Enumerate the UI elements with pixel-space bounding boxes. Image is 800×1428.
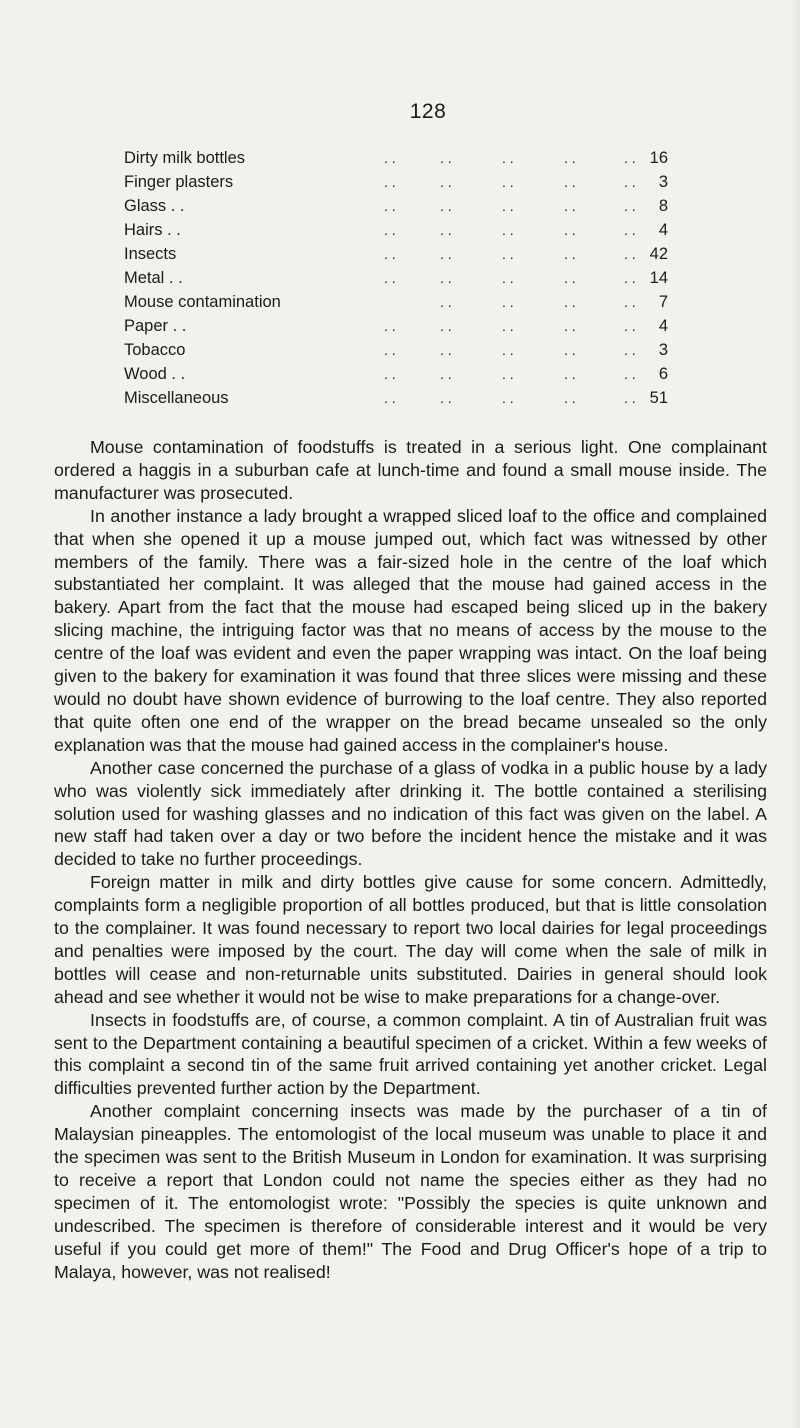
dot-leader-segment: . . — [440, 222, 452, 238]
paragraph: Mouse contamination of foodstuffs is treated in a serious light. One complainant ordered a haggis in a suburban cafe at lunch-time and found a small mouse inside. The manufacturer was prosecuted. — [54, 437, 767, 503]
dot-leader-segment: . . — [624, 342, 636, 358]
dot-leader-segment: . . — [384, 270, 396, 286]
row-value: 3 — [658, 341, 668, 359]
body-text — [54, 436, 767, 1284]
row-label: Tobacco — [124, 341, 186, 359]
row-value: 14 — [649, 269, 668, 287]
row-value: 3 — [658, 173, 668, 191]
table-row — [124, 314, 668, 338]
dot-leader-segment: . . — [624, 318, 636, 334]
dot-leader-segment: . . — [564, 198, 576, 214]
paragraph: In another instance a lady brought a wrapped sliced loaf to the office and complained that when she opened it up a mouse jumped out, which fact was witnessed by other members of the family. There was a fair-sized hole in the centre of the loaf which substantiated her complaint. It was alleged that the mouse had gained access in the bakery. Apart from the fact that the mouse had escaped being sliced up in the bakery slicing machine, the intriguing factor was that no means of access by the mouse to the centre of the loaf was evident and even the paper wrapping was intact. On the loaf being given to the bakery for examination it was found that three slices were missing and these would no doubt have shown evidence of burrowing to the loaf centre. They also reported that quite often one end of the wrapper on the bread became unsealed so the only explanation was that the mouse had gained access in the complainer's house. — [54, 505, 767, 755]
dot-leader-segment: . . — [502, 270, 514, 286]
dot-leader-segment: . . — [502, 174, 514, 190]
dot-leader-segment: . . — [384, 246, 396, 262]
dot-leader-segment: . . — [502, 246, 514, 262]
row-label: Dirty milk bottles — [124, 149, 246, 167]
row-value: 51 — [649, 389, 668, 407]
dot-leader-segment: . . — [564, 246, 576, 262]
dot-leader-segment: . . — [440, 270, 452, 286]
row-label: Mouse contamination — [124, 293, 281, 311]
dot-leader-segment: . . — [564, 294, 576, 310]
dot-leader-segment: . . — [440, 246, 452, 262]
dot-leader-segment: . . — [624, 174, 636, 190]
dot-leader-segment: . . — [440, 174, 452, 190]
row-value: 8 — [658, 197, 668, 215]
table-row — [124, 242, 668, 266]
dot-leader-segment: . . — [502, 342, 514, 358]
dot-leader-segment: . . — [384, 342, 396, 358]
dot-leader-segment: . . — [440, 342, 452, 358]
dot-leader-segment: . . — [440, 390, 452, 406]
dot-leader-segment: . . — [624, 294, 636, 310]
dot-leader-segment: . . — [384, 222, 396, 238]
dot-leader-segment: . . — [502, 222, 514, 238]
dot-leader-segment: . . — [502, 366, 514, 382]
page-number: 128 — [409, 100, 447, 123]
dot-leader-segment: . . — [384, 198, 396, 214]
dot-leader-segment: . . — [384, 318, 396, 334]
table-row — [124, 146, 668, 170]
dot-leader-segment: . . — [564, 366, 576, 382]
table-row — [124, 194, 668, 218]
dot-leader-segment: . . — [440, 150, 452, 166]
table-row — [124, 266, 668, 290]
row-label: Paper . . — [124, 317, 187, 335]
dot-leader-segment: . . — [624, 270, 636, 286]
dot-leader-segment: . . — [564, 222, 576, 238]
row-value: 7 — [658, 293, 668, 311]
row-value: 4 — [658, 317, 668, 335]
paragraph: Another case concerned the purchase of a glass of vodka in a public house by a lady who was violently sick immediately after drinking it. The bottle contained a sterilising solution used for washing glasses and no indication of this fact was given on the label. A new staff had taken over a day or two before the incident hence the mistake and it was decided to take no further proceedings. — [54, 757, 767, 870]
dot-leader-segment: . . — [440, 294, 452, 310]
dot-leader-segment: . . — [384, 174, 396, 190]
row-label: Wood . . — [124, 365, 186, 383]
dot-leader-segment: . . — [440, 198, 452, 214]
dot-leader-segment: . . — [502, 198, 514, 214]
dot-leader-segment: . . — [440, 366, 452, 382]
dot-leader-segment: . . — [624, 246, 636, 262]
paragraph: Insects in foodstuffs are, of course, a common complaint. A tin of Australian fruit was sent to the Department containing a beautiful specimen of a cricket. Within a few weeks of this complaint a second tin of the same fruit arrived containing yet another cricket. Legal difficulties prevented further action by the Department. — [54, 1009, 767, 1099]
dot-leader-segment: . . — [384, 390, 396, 406]
dot-leader-segment: . . — [564, 342, 576, 358]
dot-leader-segment: . . — [624, 222, 636, 238]
paragraph: Foreign matter in milk and dirty bottles give cause for some concern. Admittedly, complaints form a negligible proportion of all bottles produced, but that is little consolation to the complainer. It was found necessary to report two local dairies for legal proceedings and penalties were imposed by the court. The day will come when the sale of milk in bottles will cease and non-returnable units substituted. Dairies in general should look ahead and see whether it would not be wise to make preparations for a change-over. — [54, 872, 767, 1007]
table-row — [124, 386, 668, 410]
table-row — [124, 362, 668, 386]
dot-leader-segment: . . — [564, 318, 576, 334]
dot-leader-segment: . . — [564, 174, 576, 190]
row-value: 4 — [658, 221, 668, 239]
table-row — [124, 338, 668, 362]
dot-leader-segment: . . — [564, 390, 576, 406]
dot-leader-segment: . . — [564, 150, 576, 166]
row-label: Finger plasters — [124, 173, 234, 191]
dot-leader-segment: . . — [502, 150, 514, 166]
row-label: Insects — [124, 245, 177, 263]
dot-leader-segment: . . — [502, 390, 514, 406]
complaints-table — [124, 146, 668, 410]
dot-leader-segment: . . — [624, 198, 636, 214]
dot-leader-segment: . . — [564, 270, 576, 286]
dot-leader-segment: . . — [624, 366, 636, 382]
row-label: Hairs . . — [124, 221, 181, 239]
table-row — [124, 218, 668, 242]
paragraph: Another complaint concerning insects was made by the purchaser of a tin of Malaysian pineapples. The entomologist of the local museum was unable to place it and the specimen was sent to the British Museum in London for examination. It was surprising to receive a report that London could not name the species either as they had no specimen of it. The entomologist wrote: "Possibly the species is quite unknown and undescribed. The specimen is therefore of considerable interest and it would be very useful if you could get more of them!" The Food and Drug Officer's hope of a trip to Malaya, however, was not realised! — [54, 1101, 767, 1282]
dot-leader-segment: . . — [440, 318, 452, 334]
row-value: 16 — [649, 149, 668, 167]
page-edge-shadow — [790, 0, 800, 1428]
dot-leader-segment: . . — [502, 318, 514, 334]
dot-leader-segment: . . — [624, 390, 636, 406]
table-row — [124, 170, 668, 194]
row-label: Metal . . — [124, 269, 183, 287]
row-label: Miscellaneous — [124, 389, 229, 407]
dot-leader-segment: . . — [624, 150, 636, 166]
row-label: Glass . . — [124, 197, 185, 215]
dot-leader-segment: . . — [384, 366, 396, 382]
row-value: 42 — [649, 245, 668, 263]
row-value: 6 — [658, 365, 668, 383]
table-row — [124, 290, 668, 314]
dot-leader-segment: . . — [502, 294, 514, 310]
dot-leader-segment: . . — [384, 150, 396, 166]
